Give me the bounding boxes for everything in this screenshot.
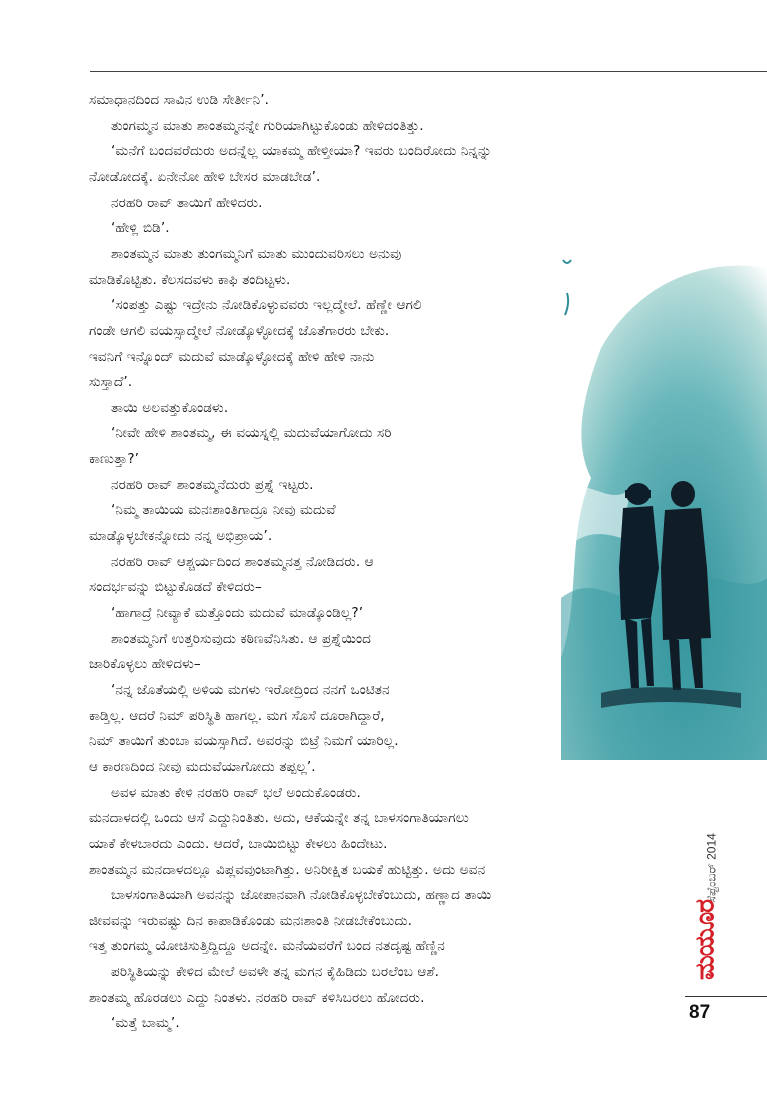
- text-line: ‘ಮನೆಗೆ ಬಂದವರೆದುರು ಅದನ್ನೆಲ್ಲ ಯಾಕಮ್ಮ ಹೇಳ್ತೀಯಾ? ಇವರು ಬಂದಿರೋದು ನಿನ್ನನ್ನು: [111, 143, 492, 160]
- text-line: ತುಂಗಮ್ಮನ ಮಾತು ಶಾಂತಮ್ಮನನ್ನೇ ಗುರಿಯಾಗಿಟ್ಟುಕೊಂಡು ಹೇಳಿದಂತಿತ್ತು.: [111, 117, 424, 134]
- text-line: ನರಹರಿ ರಾವ್ ತಾಯಿಗೆ ಹೇಳಿದರು.: [111, 194, 263, 211]
- text-line: ‘ಮತ್ತೆ ಬಾಮ್ಮ’.: [111, 1015, 180, 1032]
- text-line: ಶಾಂತಮ್ಮನ ಮನದಾಳದಲ್ಲೂ ವಿಪ್ಲವವುಂಟಾಗಿತ್ತು. ಅನಿರೀಕ್ಷಿತ ಬಯಕೆ ಹುಟ್ಟಿತ್ತು. ಅದು ಅವನ: [89, 861, 486, 878]
- text-line: ‘ನೀವೇ ಹೇಳಿ ಶಾಂತಮ್ಮ, ಈ ವಯಸ್ನಲ್ಲಿ ಮದುವೆಯಾಗೋದು ಸರಿ: [111, 425, 392, 442]
- text-line: ಸುಸ್ತಾದೆ’.: [89, 374, 133, 391]
- text-line: ‘ಹೇಳ್ಲಿ ಬಿಡಿ’.: [111, 220, 170, 237]
- text-line: ಜಾರಿಕೊಳ್ಳಲು ಹೇಳಿದಳು–: [89, 656, 201, 673]
- text-line: ಶಾಂತಮ್ಮನ ಮಾತು ತುಂಗಮ್ಮನಿಗೆ ಮಾತು ಮುಂದುವರಿಸಲು ಅನುವು: [111, 245, 402, 262]
- text-line: ಸಮಾಧಾನದಿಂದ ಸಾವಿನ ಉಡಿ ಸೇರ್ತೀನಿ’.: [89, 92, 270, 108]
- text-line: ‘ಸಂಪತ್ತು ಎಷ್ಟು ಇದ್ರೇನು ನೋಡಿಕೊಳ್ಳುವವರು ಇಲ್ಲದ್ಮೇಲೆ. ಹೆಣ್ಣೇ ಆಗಲಿ: [111, 297, 422, 314]
- magazine-logo: [690, 900, 722, 980]
- text-line: ಮನದಾಳದಲ್ಲಿ ಒಂದು ಆಸೆ ಎದ್ದುನಿಂತಿತು. ಅದು, ಆಕೆಯನ್ನೇ ತನ್ನ ಬಾಳಸಂಗಾತಿಯಾಗಲು: [89, 810, 469, 827]
- text-line: ಯಾಕೆ ಕೇಳಬಾರದು ಎಂದು. ಆದರೆ, ಬಾಯಿಬಿಟ್ಟು ಕೇಳಲು ಹಿಂದೇಟು.: [89, 835, 388, 852]
- text-line: ಅವಳ ಮಾತು ಕೇಳಿ ನರಹರಿ ರಾವ್ ಭಲೆ ಅಂದುಕೊಂಡರು.: [111, 784, 361, 801]
- magazine-name: ಮಯೂರ: [690, 900, 721, 980]
- text-line: ಸಂದರ್ಭವನ್ನು ಬಿಟ್ಟುಕೊಡದೆ ಕೇಳಿದರು–: [89, 579, 262, 596]
- text-line: ನೋಡೋದಕ್ಕೆ. ಏನೇನೋ ಹೇಳಿ ಬೇಸರ ಮಾಡಬೇಡ’.: [89, 168, 321, 185]
- text-line: ಪರಿಸ್ಥಿತಿಯನ್ನು ಕೇಳಿದ ಮೇಲೆ ಅವಳೇ ತನ್ನ ಮಗನ ಕೈಹಿಡಿದು ಬರಲೆಂಬ ಆಶೆ.: [111, 964, 440, 981]
- text-line: ಕಾಣುತ್ತಾ?’: [89, 451, 140, 468]
- text-line: ನರಹರಿ ರಾವ್ ಶಾಂತಮ್ಮನೆದುರು ಪ್ರಶ್ನೆ ಇಟ್ಟರು.: [111, 476, 314, 493]
- text-line: ‘ನನ್ನ ಜೊತೆಯಲ್ಲಿ ಅಳಿಯ ಮಗಳು ಇರೋದ್ರಿಂದ ನನಗೆ ಒಂಟಿತನ: [111, 681, 390, 698]
- text-line: ಮಾಡಿಕೊಟ್ಟಿತು. ಕೆಲಸದವಳು ಕಾಫಿ ತಂದಿಟ್ಟಳು.: [89, 271, 291, 288]
- text-line: ನರಹರಿ ರಾವ್ ಆಶ್ಚರ್ಯದಿಂದ ಶಾಂತಮ್ಮನತ್ತ ನೋಡಿದರು. ಆ: [111, 553, 374, 570]
- text-line: ‘ನಿಮ್ಮ ತಾಯಿಯ ಮನಃಶಾಂತಿಗಾದ್ರೂ ನೀವು ಮದುವೆ: [111, 502, 336, 519]
- text-line: ಗಂಡೇ ಆಗಲಿ ವಯಸ್ಸಾದ್ಮೇಲೆ ನೋಡ್ಕೊಳ್ಳೋದಕ್ಕೆ ಜೊತೆಗಾರರು ಬೇಕು.: [89, 322, 390, 339]
- text-line: ನಿಮ್ ತಾಯಿಗೆ ತುಂಬಾ ವಯಸ್ಸಾಗಿದೆ. ಅವರನ್ನು ಬಿಟ್ರೆ ನಿಮಗೆ ಯಾರಿಲ್ಲ.: [89, 733, 399, 750]
- text-line: ಬಾಳಸಂಗಾತಿಯಾಗಿ ಅವನನ್ನು ಜೋಪಾನವಾಗಿ ನೋಡಿಕೊಳ್ಳಬೇಕೆಂಬುದು, ಹಣ್ಣಾದ ತಾಯಿ: [111, 887, 492, 904]
- page-number: 87: [689, 1002, 711, 1023]
- couple-illustration: [561, 238, 767, 760]
- text-line: ತಾಯಿ ಅಲವತ್ತುಕೊಂಡಳು.: [111, 399, 229, 416]
- issue-date: [702, 833, 722, 903]
- issue-date-text: ಸೆಪ್ಟೆಂಬರ್ 2014: [704, 833, 719, 903]
- text-line: ಇತ್ತ ತುಂಗಮ್ಮ ಯೋಚಿಸುತ್ತಿದ್ದಿದ್ದೂ ಅದನ್ನೇ. ಮನೆಯವರೆಗೆ ಬಂದ ನತದೃಷ್ಟ ಹೆಣ್ಣಿನ: [89, 938, 445, 955]
- footer-rule: [685, 996, 767, 997]
- text-line: ‘ಹಾಗಾದ್ರೆ ನೀವ್ಯಾಕೆ ಮತ್ತೊಂದು ಮದುವೆ ಮಾಡ್ಕೊಂಡಿಲ್ಲ?’: [111, 605, 364, 621]
- text-line: ಶಾಂತಮ್ಮ ಹೊರಡಲು ಎದ್ದು ನಿಂತಳು. ನರಹರಿ ರಾವ್ ಕಳಿಸಿಬರಲು ಹೋದರು.: [89, 989, 425, 1006]
- text-line: ಕಾಡ್ತಿಲ್ಲ. ಆದರೆ ನಿಮ್ ಪರಿಸ್ಥಿತಿ ಹಾಗಲ್ಲ. ಮಗ ಸೊಸೆ ದೂರಾಗಿದ್ದಾರೆ,: [89, 707, 385, 724]
- text-line: ಆ ಕಾರಣದಿಂದ ನೀವು ಮದುವೆಯಾಗೋದು ತಪ್ಪಲ್ಲ’.: [89, 758, 316, 775]
- top-rule: [90, 71, 767, 72]
- text-line: ಇವನಿಗೆ ಇನ್ನೊಂದ್ ಮದುವೆ ಮಾಡ್ಕೊಳ್ಳೋದಕ್ಕೆ ಹೇಳಿ ಹೇಳಿ ನಾನು: [89, 348, 375, 365]
- text-line: ಮಾಡ್ಕೊಳ್ಳಬೇಕನ್ನೋದು ನನ್ನ ಅಭಿಪ್ರಾಯ’.: [89, 528, 273, 545]
- text-line: ಜೀವವನ್ನು ಇರುವಷ್ಟು ದಿನ ಕಾಪಾಡಿಕೊಂಡು ಮನಃಶಾಂತಿ ನೀಡಬೇಕೆಂಬುದು.: [89, 912, 413, 929]
- text-line: ಶಾಂತಮ್ಮನಿಗೆ ಉತ್ತರಿಸುವುದು ಕಠಿಣವೆನಿಸಿತು. ಆ ಪ್ರಶ್ನೆಯಿಂದ: [111, 630, 371, 647]
